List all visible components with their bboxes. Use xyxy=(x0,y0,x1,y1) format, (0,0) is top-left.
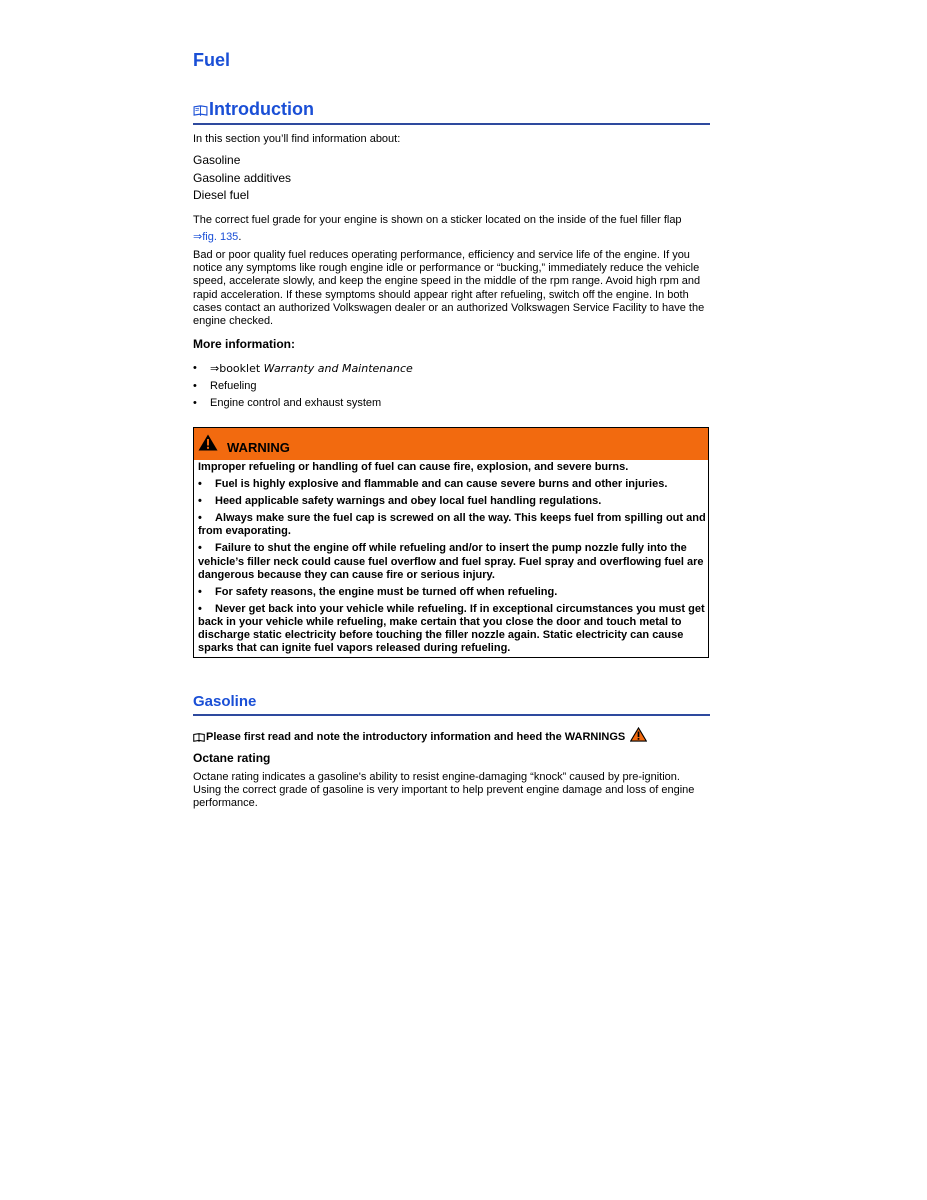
section-heading-gasoline: Gasoline xyxy=(193,693,710,716)
warning-item: • Never get back into your vehicle while refueling. If in exceptional circumstances you must get back in your vehicle while refueling, make certain that you close the door and touch metal to discharge static electricity before touching the filler nozzle again. Static electricity can cause sparks that can ignite fuel vapors released during refueling. xyxy=(198,602,705,655)
warning-item: • Heed applicable safety warnings and obey local fuel handling regulations. xyxy=(198,495,602,508)
list-item: Gasoline xyxy=(193,153,241,167)
more-info-list xyxy=(193,360,413,412)
list-item: Gasoline additives xyxy=(193,170,292,185)
list-item: Diesel fuel xyxy=(193,188,250,202)
fig-link-suffix: . xyxy=(238,231,242,243)
list-item[interactable] xyxy=(193,360,413,378)
warning-item: • Failure to shut the engine off while refueling and/or to insert the pump nozzle fully into the vehicle’s filler neck could cause fuel overflow and fuel spray. Fuel spray and overflowing fuel are dangerous because they can cause fire or serious injury. xyxy=(198,542,704,581)
booklet-title: Warranty and Maintenance xyxy=(263,362,413,375)
octane-paragraph: Octane rating indicates a gasoline's ability to resist engine-damaging “knock” caused by pre-ignition. Using the correct grade of gasoline is very important to help prevent engine damage and loss of engine performance. xyxy=(193,771,695,810)
warning-intro: Improper refueling or handling of fuel can cause fire, explosion, and severe burns. xyxy=(198,461,629,473)
warning-item: • For safety reasons, the engine must be turned off when refueling. xyxy=(198,585,558,598)
warning-item: • Fuel is highly explosive and flammable and can cause severe burns and other injuries. xyxy=(198,478,668,491)
fig-135-link[interactable]: ⇒fig. 135 xyxy=(193,231,239,243)
warning-box xyxy=(193,427,709,658)
page-title: Fuel xyxy=(193,50,231,70)
warning-label: WARNING xyxy=(227,440,290,455)
fuel-grade-paragraph xyxy=(193,212,710,246)
fuel-grade-text: The correct fuel grade for your engine is shown on a sticker located on the inside of the fuel filler flap xyxy=(193,214,682,226)
section-heading-introduction xyxy=(193,99,710,125)
gasoline-note xyxy=(193,727,710,744)
gasoline-note-text: Please first read and note the introductory information and heed the WARNINGS xyxy=(206,731,626,743)
warning-body xyxy=(198,461,706,659)
bad-fuel-paragraph: Bad or poor quality fuel reduces operating performance, efficiency and service life of the engine. If you notice any symptoms like rough engine idle or performance or “bucking,” immediately reduce the vehicle speed, accelerate slowly, and keep the engine speed in the middle of the rpm range. Avoid high rpm and rapid acceleration. If these symptoms should appear right after refueling, switch off the engine. In both cases contact an authorized Volkswagen dealer or an authorized Volkswagen Service Facility to have the engine checked. xyxy=(193,249,705,328)
book-icon xyxy=(193,733,205,742)
book-icon xyxy=(193,105,208,116)
warning-header xyxy=(194,428,708,460)
booklet-prefix: ⇒booklet xyxy=(210,362,264,375)
octane-heading: Octane rating xyxy=(193,751,271,765)
list-item[interactable]: • Refueling xyxy=(193,378,413,395)
warning-triangle-icon xyxy=(198,434,218,451)
warning-item: • Always make sure the fuel cap is screwed on all the way. This keeps fuel from spilling out and from evaporating. xyxy=(198,512,706,538)
list-item[interactable]: • Engine control and exhaust system xyxy=(193,395,413,412)
more-info-heading: More information: xyxy=(193,337,295,351)
warning-triangle-icon[interactable] xyxy=(630,727,647,742)
topic-list xyxy=(193,152,291,205)
section-heading-text: Introduction xyxy=(209,99,314,119)
intro-lead: In this section you’ll find information about: xyxy=(193,133,401,145)
